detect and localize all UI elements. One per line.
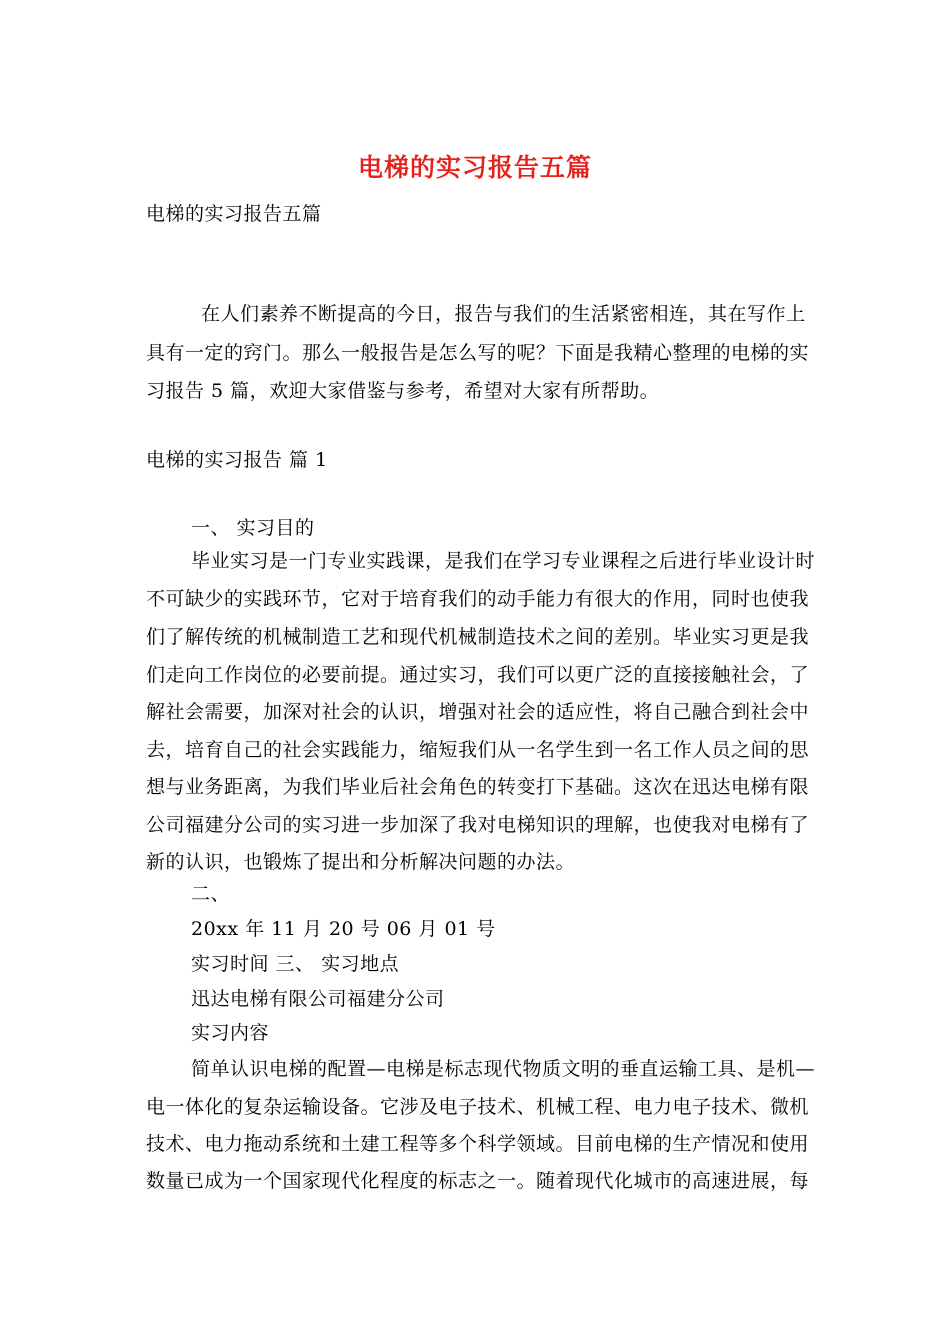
item1-heading: 一、 实习目的: [191, 517, 315, 539]
intro-line: 习报告 5 篇，欢迎大家借鉴与参考，希望对大家有所帮助。: [146, 380, 660, 402]
intro-line: 在人们素养不断提高的今日，报告与我们的生活紧密相连，其在写作上: [201, 303, 806, 325]
purpose-line: 想与业务距离，为我们毕业后社会角色的转变打下基础。这次在迅达电梯有限: [146, 776, 810, 798]
date-line: 20xx 年 11 月 20 号 06 月 01 号: [191, 918, 496, 940]
purpose-line: 公司福建分公司的实习进一步加深了我对电梯知识的理解，也使我对电梯有了: [146, 814, 810, 836]
section-heading: 电梯的实习报告 篇 1: [146, 449, 328, 471]
purpose-line: 们了解传统的机械制造工艺和现代机械制造技术之间的差别。毕业实习更是我: [146, 626, 810, 648]
purpose-line: 不可缺少的实践环节，它对于培育我们的动手能力有很大的作用，同时也使我: [146, 588, 810, 610]
document-subtitle: 电梯的实习报告五篇: [146, 203, 322, 225]
purpose-line: 毕业实习是一门专业实践课，是我们在学习专业课程之后进行毕业设计时: [191, 550, 816, 572]
purpose-line: 去，培育自己的社会实践能力，缩短我们从一名学生到一名工作人员之间的思: [146, 739, 810, 761]
purpose-line: 新的认识，也锻炼了提出和分析解决问题的办法。: [146, 851, 576, 873]
time-location-line: 实习时间 三、 实习地点: [191, 953, 400, 975]
purpose-line: 解社会需要，加深对社会的认识，增强对社会的适应性，将自己融合到社会中: [146, 701, 810, 723]
item2-heading: 二、: [191, 883, 231, 905]
intro-line: 具有一定的窍门。那么一般报告是怎么写的呢？下面是我精心整理的电梯的实: [146, 342, 810, 364]
content-heading: 实习内容: [191, 1022, 270, 1044]
document-title: 电梯的实习报告五篇: [357, 153, 592, 182]
content-line: 简单认识电梯的配置—电梯是标志现代物质文明的垂直运输工具、是机—: [191, 1058, 816, 1080]
company-line: 迅达电梯有限公司福建分公司: [191, 988, 445, 1010]
content-line: 技术、电力拖动系统和土建工程等多个科学领域。目前电梯的生产情况和使用: [146, 1133, 810, 1155]
content-line: 数量已成为一个国家现代化程度的标志之一。随着现代化城市的高速进展，每: [146, 1170, 810, 1192]
content-line: 电一体化的复杂运输设备。它涉及电子技术、机械工程、电力电子技术、微机: [146, 1096, 810, 1118]
purpose-line: 们走向工作岗位的必要前提。通过实习，我们可以更广泛的直接接触社会，了: [146, 664, 810, 686]
